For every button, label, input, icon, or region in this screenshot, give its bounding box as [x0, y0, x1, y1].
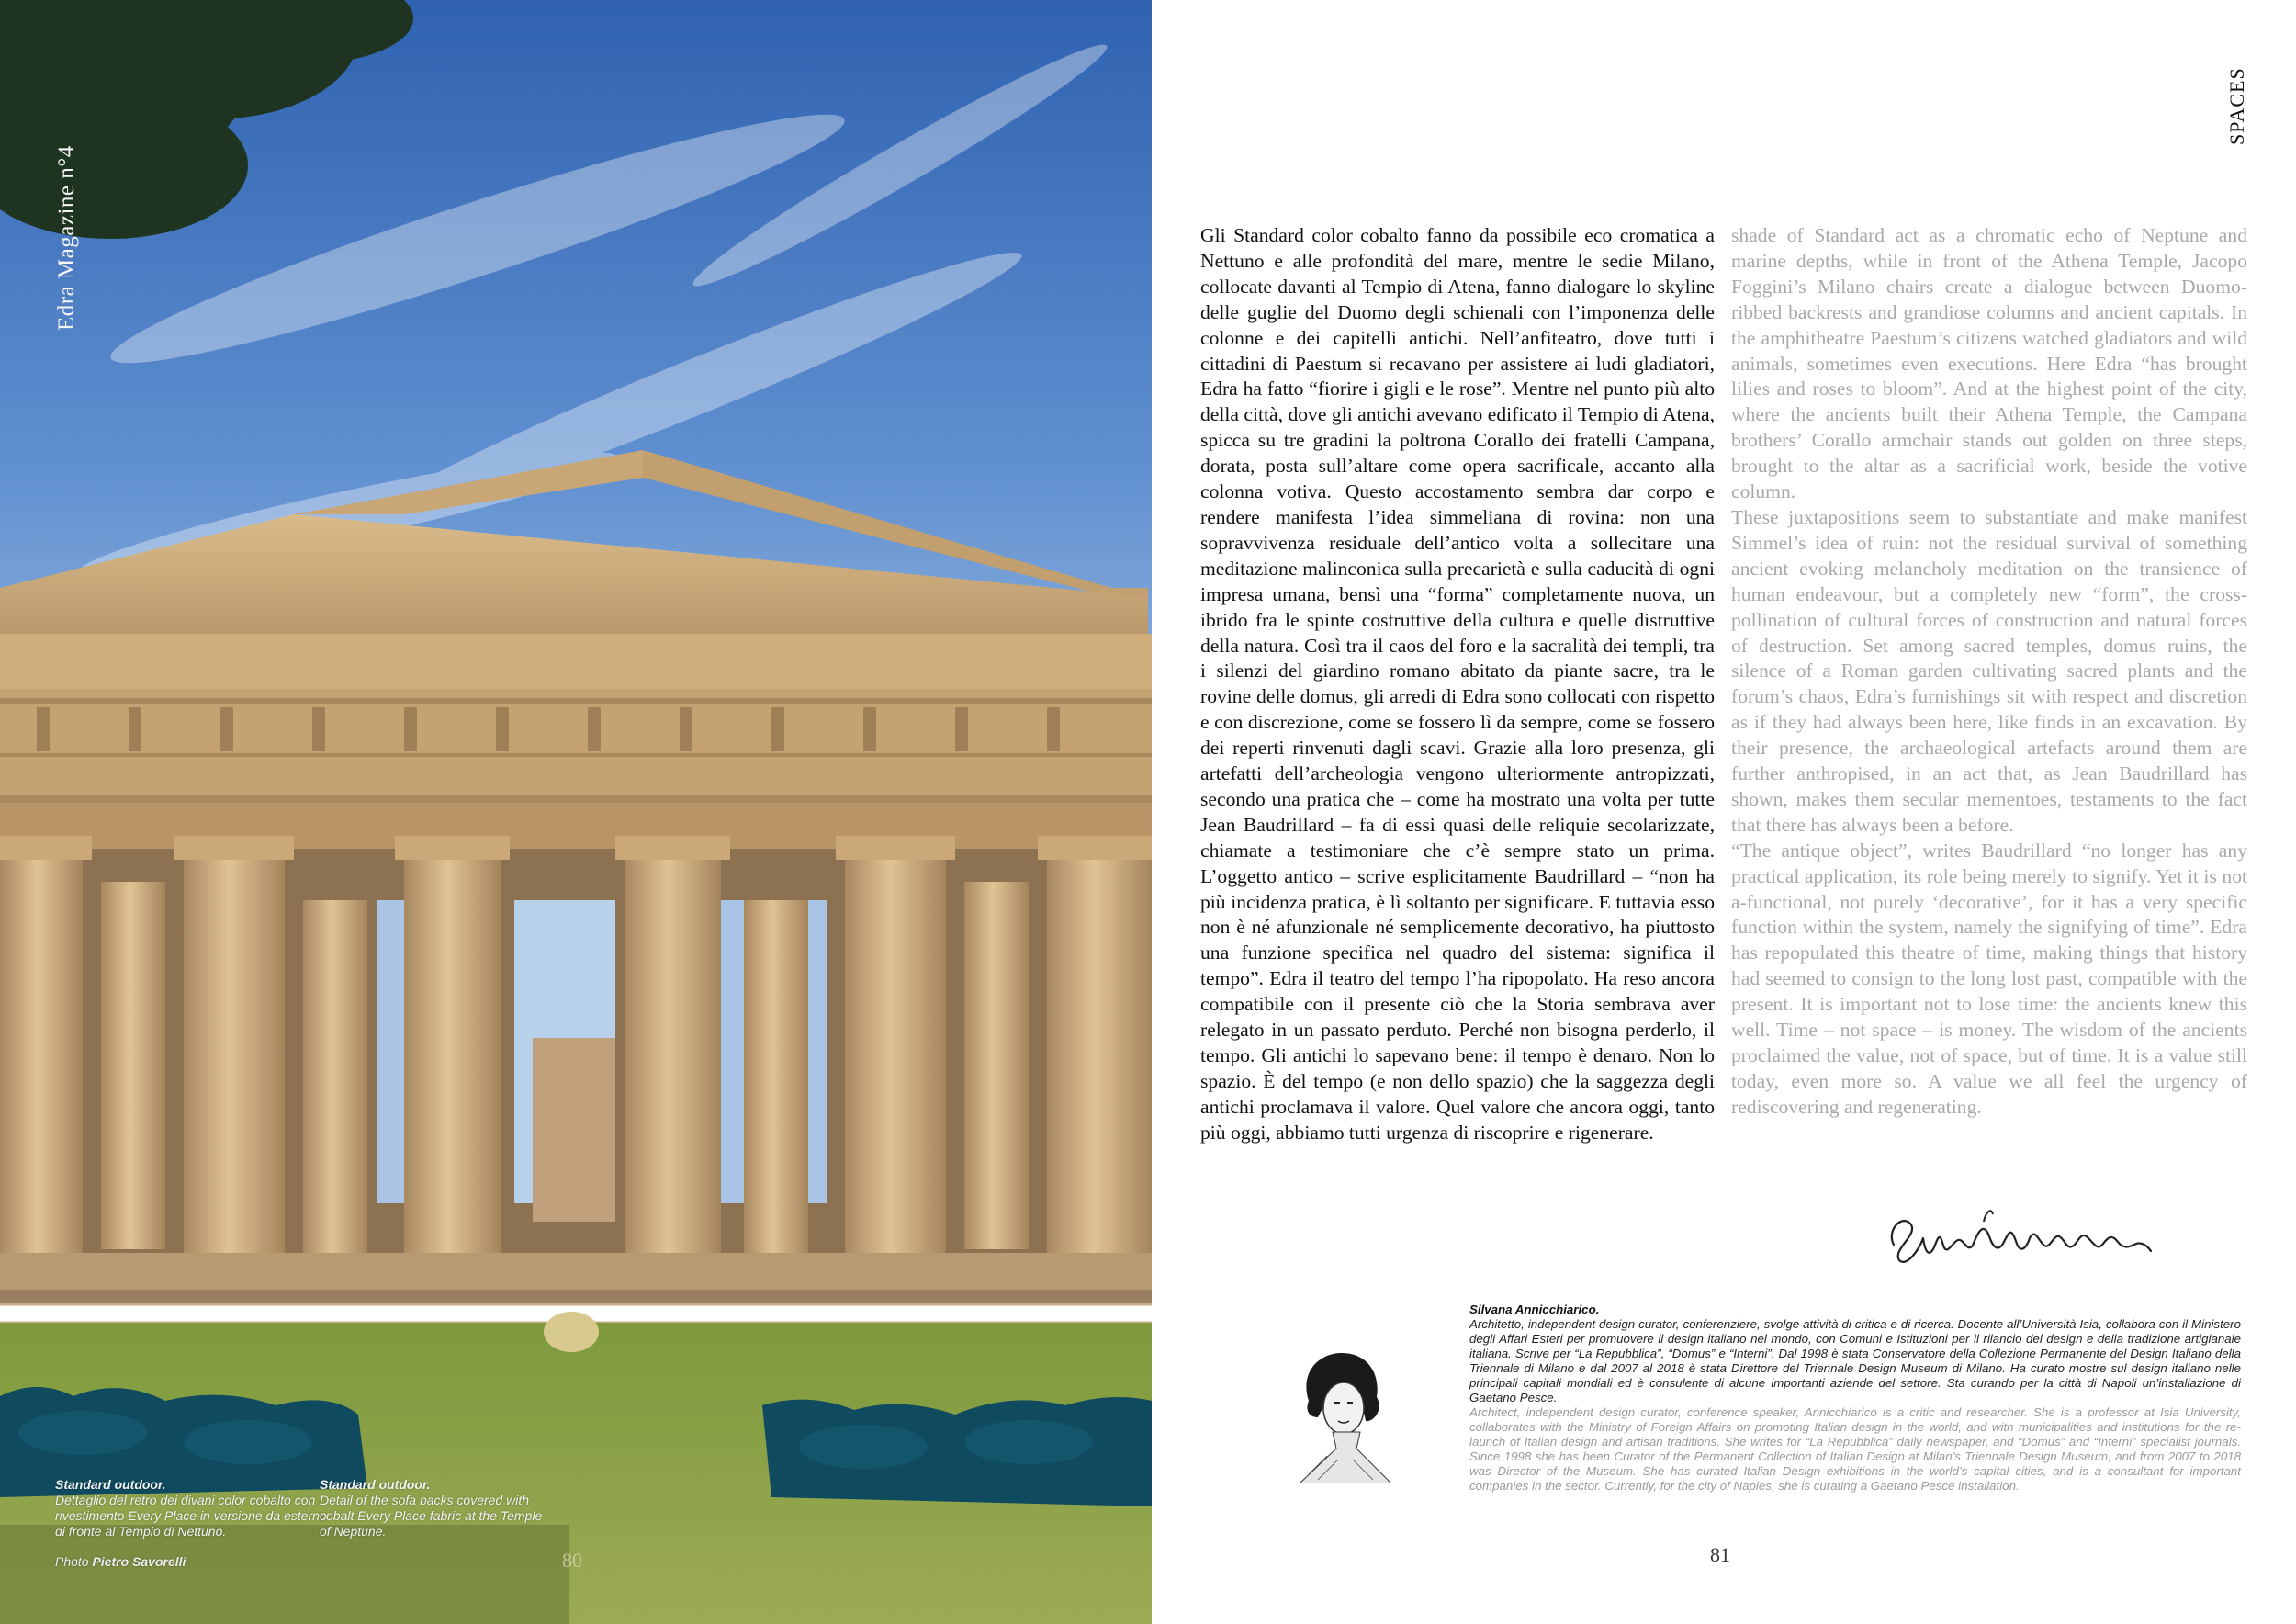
- caption-text: Detail of the sofa backs covered with cobalt Every Place fabric at the Temple of Neptune.: [320, 1493, 543, 1539]
- bio-italian: Architetto, independent design curator, conferenziere, svolge attività di critica e di ricerca. Docente all’Università Isia, collabora con il Ministero degli Affari Esteri per promuovere il design italiano nel mondo, con Comuni e Istituzioni per il rilancio del design e della tradizione artigianale italiana. Scrive per “La Repubblica”, “Domus” e “Interni”. Dal 1998 è stata Conservatore della Collezione Permanente del Design Italiano della Triennale di Milano e dal 2007 al 2018 è stata Direttore del Triennale Design Museum di Milano. Ha curato mostre sul design italiano nelle principali capitali mondiali ed è consulente di alcune importanti aziende del settore. Sta curando per la città di Napoli un’installazione di Gaetano Pesce.: [1469, 1317, 2241, 1404]
- italian-paragraph: Gli Standard color cobalto fanno da possibile eco cromatica a Nettuno e alle profondità del mare, mentre le sedie Milano, collocate davanti al Tempio di Atena, fanno dialogare lo skyline delle guglie del Duomo degli schienali con l’imponenza delle colonne e dei capitelli antichi. Nell’anfiteatro, dove tutti i cittadini di Paestum si recavano per assistere ai ludi gladiatori, Edra ha fatto “fiorire i gigli e le rose”. Mentre nel punto più alto della città, dove gli antichi avevano edificato il Tempio di Atena, spicca su tre gradini la poltrona Corallo dei fratelli Campana, dorata, posta sull’altare come opera sacrificale, accanto alla colonna votiva. Questo accostamento sembra dar corpo e rendere manifesta l’idea simmeliana di rovina: non una sopravvivenza residuale dell’antico volta a sollecitare una meditazione malinconica sulla precarietà e sulla caducità di ogni impresa umana, bensì una “forma” completamente nuova, un ibrido fra le spinte costruttive della cultura e quelle distruttive della natura. Così tra il caos del foro e la sacralità dei templi, tra i silenzi del giardino romano abitato da piante sacre, tra le rovine delle domus, gli arredi di Edra sono collocati con rispetto e con discrezione, come se fossero lì da sempre, come se fossero dei reperti rinvenuti dagli scavi. Grazie alla loro presenza, gli artefatti dell’archeologia vengono ulteriormente antropizzati, secondo una pratica che – come ha mostrato una volta per tutte Jean Baudrillard – fa di essi quasi delle reliquie secolarizzate, chiamate a testimoniare che c’è sempre stato un prima. L’oggetto antico – scrive esplicitamente Baudrillard – “non ha più incidenza pratica, è lì soltanto per significare. E tuttavia esso non è né afunzionale né semplicemente decorativo, ha piuttosto una funzione specifica nel quadro del sistema: significa il tempo”. Edra il teatro del tempo l’ha ripopolato. Ha reso ancora compatibile con il presente ciò che la Storia sembrava aver relegato in un passato perduto. Perché non bisogna perderlo, il tempo. Gli antichi lo sapevano bene: il tempo è denaro. Non lo spazio. È del tempo (e non dello spazio) che la saggezza degli antichi proclamava il valore. Quel valore che ancora oggi, tanto più oggi, abbiamo tutti urgenza di riscoprire e rigenerare.: [1200, 224, 1715, 1144]
- italian-article-column: [1200, 223, 1715, 1146]
- caption-title: Standard outdoor.: [320, 1477, 431, 1492]
- page-number-left: 80: [562, 1549, 582, 1572]
- caption-text: Dettaglio del retro dei divani color cobalto con rivestimento Every Place in versione da esterno di fronte al Tempio di Nettuno.: [55, 1493, 327, 1539]
- english-paragraph: shade of Standard act as a chromatic echo of Neptune and marine depths, while in front of the Athena Temple, Jacopo Foggini’s Milano chairs create a dialogue between Duomo-ribbed backrests and grandiose columns and ancient capitals. In the amphitheatre Paestum’s citizens watched gladiators and wild animals, sometimes even executions. Here Edra “has brought lilies and roses to bloom”. And at the highest point of the city, where the ancients built their Athena Temple, the Campana brothers’ Corallo armchair stands out golden on three steps, brought to the altar as a sacrificial work, beside the votive column.: [1731, 224, 2247, 503]
- photo-credit: [55, 1554, 186, 1569]
- magazine-name: Edra Magazine n°4: [54, 145, 79, 331]
- english-paragraph: “The antique object”, writes Baudrillard “no longer has any practical application, its role being merely to signify. Yet it is not a-functional, not purely ‘decorative’, for it has a very specific function within the system, namely the signifying of time”. Edra has repopulated this theatre of time, making things that history had seemed to consign to the long lost past, compatible with the present. It is important not to lose time: the ancients knew this well. Time – not space – is money. The wisdom of the ancients proclaimed the value, not of space, but of time. It is a value still today, even more so. A value we all feel the urgency of rediscovering and regenerating.: [1731, 839, 2247, 1118]
- photo-caption-italian: [55, 1477, 331, 1539]
- photo-credit-name: Pietro Savorelli: [92, 1554, 186, 1569]
- english-paragraph: These juxtapositions seem to substantiate and make manifest Simmel’s idea of ruin: not the residual survival of something ancient evoking melancholy meditation on the transience of human endeavour, but a completely new “form”, the cross-pollination of cultural forces of construction and natural forces of destruction. Set among sacred temples, domus ruins, the silence of a Roman garden cultivating sacred plants and the forum’s chaos, Edra’s furnishings sit with respect and discretion as if they had always been here, like finds in an excavation. By their presence, the archaeological artefacts around them are further anthropised, in an act that, as Jean Baudrillard has shown, makes them secular mementoes, testaments to the fact that there has always been a before.: [1731, 505, 2247, 836]
- author-bio: [1469, 1303, 2241, 1494]
- page-number-right: 81: [1710, 1543, 1730, 1566]
- bio-name: Silvana Annicchiarico.: [1469, 1303, 1600, 1316]
- portrait-illustration: [1281, 1346, 1401, 1483]
- caption-title: Standard outdoor.: [55, 1477, 166, 1492]
- photo-caption-english: [320, 1477, 549, 1539]
- photo-credit-label: Photo: [55, 1554, 89, 1569]
- section-label: SPACES: [2225, 67, 2248, 145]
- signature-mark: [1883, 1194, 2158, 1277]
- english-article-column: [1731, 223, 2247, 1121]
- bio-english: Architect, independent design curator, conference speaker, Annicchiarico is a critic and researcher. She is a professor at Isia University, collaborates with the Ministry of Foreign Affairs on promoting Italian design in the world, and with municipalities and institutions for the re-launch of Italian design and artisan traditions. She writes for “La Repubblica” daily newspaper, and “Domus” and “Interni” specialist journals. Since 1998 she has been Curator of the Permanent Collection of Italian Design at Milan’s Triennale Design Museum, and from 2007 to 2018 was Director of the Museum. She has curated Italian Design exhibitions in the world’s capital cities, and is a consultant for important companies in the sector. Currently, for the city of Naples, she is curating a Gaetano Pesce installation.: [1469, 1405, 2241, 1493]
